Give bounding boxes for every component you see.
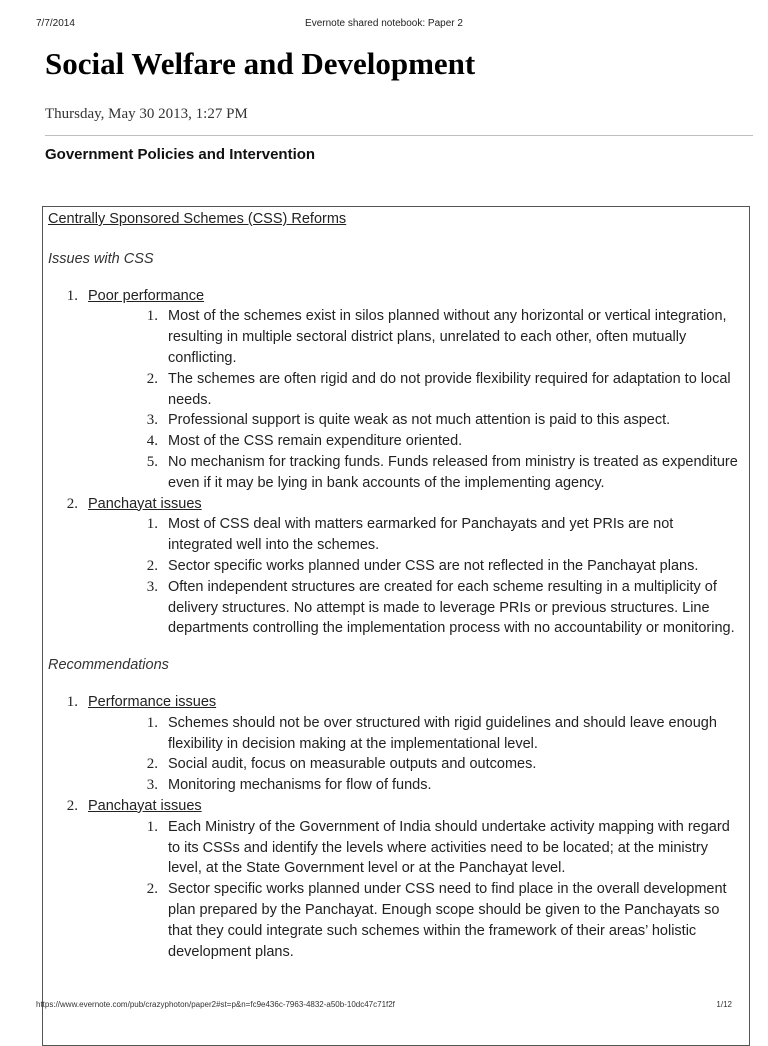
list-item [88, 556, 741, 577]
list-number: 3. [146, 578, 158, 595]
list-item [88, 514, 741, 556]
list-item-text: Professional support is quite weak as not much attention is paid to this aspect. [168, 412, 671, 429]
list-item-text: Monitoring mechanisms for flow of funds. [168, 777, 432, 794]
issues-list [48, 286, 741, 640]
list-number: 2. [146, 756, 158, 773]
list-number: 1. [146, 818, 158, 835]
list-item-text: Most of the schemes exist in silos planned without any horizontal or vertical integration, resulting in multiple sectoral district plans, unrelated to each other, often mutually conflicting. [168, 308, 727, 366]
list-number: 1. [66, 693, 78, 710]
page-number: 1/12 [716, 1000, 732, 1009]
list-number: 4. [146, 433, 158, 450]
list-number: 2. [146, 881, 158, 898]
print-header [36, 18, 732, 32]
source-url: https://www.evernote.com/pub/crazyphoton/paper2#st=p&n=fc9e436c-7963-4832-a50b-10dc47c71f2f [36, 1000, 395, 1009]
list-item-text: Often independent structures are created for each scheme resulting in a multiplicity of delivery structures. No attempt is made to leverage PRIs or previous structures. Line departments controlling the implementation process with no accountability or monitoring. [168, 578, 735, 637]
list-number: 2. [146, 557, 158, 574]
list-item [88, 306, 741, 368]
list-item [88, 754, 741, 775]
list-item-text: Schemes should not be over structured with rigid guidelines and should leave enough flexibility in decision making at the implementational level. [168, 714, 717, 752]
list-number: 3. [146, 412, 158, 429]
issue-group-label: Panchayat issues [88, 495, 202, 512]
issue-sublist [88, 306, 741, 493]
note-timestamp: Thursday, May 30 2013, 1:27 PM [45, 106, 248, 122]
issue-group-label: Poor performance [88, 287, 205, 304]
recommendation-sublist [88, 817, 741, 963]
print-footer [36, 1000, 732, 1012]
recommendation-sublist [88, 713, 741, 796]
list-item [88, 369, 741, 411]
list-item [88, 452, 741, 494]
note-title: Social Welfare and Development [45, 46, 476, 81]
list-item-text: Social audit, focus on measurable outputs and outcomes. [168, 756, 537, 773]
list-item-text: Sector specific works planned under CSS are not reflected in the Panchayat plans. [168, 557, 699, 574]
print-title: Evernote shared notebook: Paper 2 [305, 18, 463, 29]
list-item-text: Sector specific works planned under CSS need to find place in the overall development plan prepared by the Panchayat. Enough scope should be given to the Panchayats so that they could integrate such schemes within the framework of their areas’ holistic development plans. [168, 881, 727, 960]
list-item [88, 879, 741, 962]
list-number: 2. [66, 797, 78, 814]
list-item [88, 410, 741, 431]
list-item [88, 775, 741, 796]
list-number: 1. [146, 308, 158, 325]
list-item [88, 713, 741, 755]
recommendation-group-performance [48, 692, 741, 796]
recommendation-group-panchayat [48, 796, 741, 962]
list-number: 2. [146, 370, 158, 387]
list-item [88, 577, 741, 639]
list-item-text: No mechanism for tracking funds. Funds released from ministry is treated as expenditure even if it may be lying in bank accounts of the implementing agency. [168, 453, 738, 491]
list-item-text: Each Ministry of the Government of India should undertake activity mapping with regard to its CSSs and identify the levels where activities need to be located; at the ministry level, at the State Government level or at the Panchayat level. [168, 818, 730, 877]
issues-heading: Issues with CSS [48, 250, 154, 267]
list-item-text: Most of the CSS remain expenditure oriented. [168, 433, 463, 450]
print-date: 7/7/2014 [36, 18, 75, 29]
recommendations-heading: Recommendations [48, 657, 169, 674]
list-item [88, 431, 741, 452]
list-number: 1. [66, 287, 78, 304]
list-number: 2. [66, 495, 78, 512]
issue-group-performance [48, 286, 741, 494]
recommendation-group-label: Performance issues [88, 693, 217, 710]
recommendation-group-label: Panchayat issues [88, 797, 202, 814]
content-box [42, 206, 750, 1046]
list-number: 3. [146, 777, 158, 794]
recommendations-list [48, 692, 741, 962]
issue-sublist [88, 514, 741, 639]
list-number: 1. [146, 714, 158, 731]
list-item [88, 817, 741, 879]
issue-group-panchayat [48, 494, 741, 640]
list-number: 1. [146, 516, 158, 533]
box-title: Centrally Sponsored Schemes (CSS) Reforms [48, 211, 347, 227]
divider [45, 135, 753, 136]
list-number: 5. [146, 453, 158, 470]
list-item-text: Most of CSS deal with matters earmarked for Panchayats and yet PRIs are not integrated well into the schemes. [168, 516, 674, 554]
list-item-text: The schemes are often rigid and do not provide flexibility required for adaptation to local needs. [168, 370, 731, 408]
section-heading: Government Policies and Intervention [45, 146, 316, 163]
